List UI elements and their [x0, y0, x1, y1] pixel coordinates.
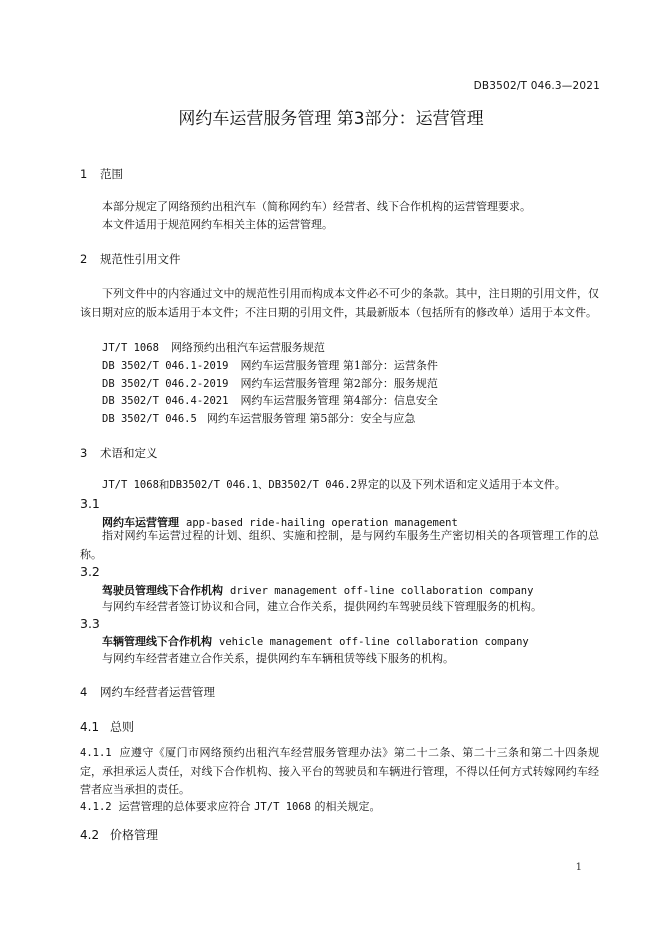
term-name	[102, 582, 533, 598]
term-name-en: vehicle management off-line collaboration company	[219, 636, 529, 648]
section-4-heading	[80, 684, 215, 700]
reference-code: DB 3502/T 046.1-2019	[102, 360, 229, 372]
subsection-4-1-heading	[80, 718, 134, 735]
term-definition: 与网约车经营者建立合作关系，提供网约车车辆租赁等线下服务的机构。	[102, 652, 454, 665]
clause-text: 应遵守《厦门市网络预约出租汽车经营服务管理办法》第二十二条、第二十三条和第二十四条规定，承担承运人责任，对线下合作机构、接入平台的驾驶员和车辆进行管理，不得以任何方式转嫁网约车经营者应当承担的责任。	[80, 746, 600, 796]
clause-4-1-1	[80, 744, 599, 800]
subsection-number: 4.2	[80, 828, 100, 842]
term-name-cn: 车辆管理线下合作机构	[102, 635, 212, 648]
term-name-en: driver management off-line collaboration company	[230, 585, 534, 597]
section-title: 术语和定义	[100, 446, 158, 460]
reference-title: 网约车运营服务管理 第4部分：信息安全	[240, 394, 438, 407]
reference-item	[102, 339, 325, 355]
standard-code: DB3502/T 046.3—2021	[473, 80, 600, 92]
reference-code: JT/T 1068	[102, 342, 159, 354]
subsection-title: 总则	[110, 720, 135, 734]
clause-4-1-2	[80, 798, 381, 816]
reference-title: 网约车运营服务管理 第2部分：服务规范	[240, 377, 438, 390]
section-3-heading	[80, 445, 158, 461]
section-title: 范围	[100, 167, 123, 181]
subsection-4-2-heading	[80, 826, 158, 843]
intro-codes: JT/T 1068和DB3502/T 046.1、DB3502/T 046.2	[102, 479, 357, 491]
paragraph: 本部分规定了网络预约出租汽车（简称网约车）经营者、线下合作机构的运营管理要求。	[102, 200, 531, 213]
document-title: 网约车运营服务管理 第3部分：运营管理	[178, 109, 484, 129]
reference-item	[102, 357, 438, 373]
section-title: 规范性引用文件	[100, 252, 181, 266]
term-name-cn: 驾驶员管理线下合作机构	[102, 584, 223, 597]
intro-text: 界定的以及下列术语和定义适用于本文件。	[356, 478, 566, 491]
section-2-heading	[80, 251, 181, 267]
paragraph: 下列文件中的内容通过文中的规范性引用而构成本文件必不可少的条款。其中，注日期的引用文件，仅该日期对应的版本适用于本文件；不注日期的引用文件，其最新版本（包括所有的修改单）适用于本文件。	[80, 287, 599, 319]
paragraph: 本文件适用于规范网约车相关主体的运营管理。	[102, 218, 333, 231]
term-name-en: app-based ride-hailing operation management	[186, 517, 458, 529]
section-1-heading	[80, 166, 123, 182]
subsection-title: 价格管理	[110, 828, 159, 842]
page-number: 1	[575, 862, 582, 873]
clause-text-end: 的相关规定。	[314, 800, 381, 813]
clause-number: 4.1.1	[80, 747, 112, 759]
reference-item	[102, 375, 438, 391]
section-number: 1	[80, 167, 88, 181]
clause-number: 4.1.2	[80, 801, 112, 813]
paragraph	[102, 476, 566, 494]
term-name-cn: 网约车运营管理	[102, 516, 179, 529]
reference-code: DB 3502/T 046.5	[102, 413, 197, 425]
term-number: 3.3	[80, 616, 100, 631]
reference-item	[102, 410, 415, 426]
reference-title: 网络预约出租汽车运营服务规范	[170, 341, 325, 354]
clause-code: JT/T 1068	[254, 801, 312, 813]
term-number: 3.2	[80, 564, 100, 579]
term-definition: 指对网约车运营过程的计划、组织、实施和控制，是与网约车服务生产密切相关的各项管理工作的总称。	[80, 529, 599, 561]
term-definition: 与网约车经营者签订协议和合同，建立合作关系，提供网约车驾驶员线下管理服务的机构。	[102, 600, 542, 613]
reference-item	[102, 392, 438, 408]
section-number: 4	[80, 685, 88, 699]
subsection-number: 4.1	[80, 720, 100, 734]
section-number: 3	[80, 446, 88, 460]
clause-text: 运营管理的总体要求应符合	[118, 800, 251, 813]
term-number: 3.1	[80, 496, 100, 511]
section-title: 网约车经营者运营管理	[100, 685, 215, 699]
reference-code: DB 3502/T 046.4-2021	[102, 395, 229, 407]
term-name	[102, 633, 529, 649]
reference-title: 网约车运营服务管理 第5部分：安全与应急	[206, 412, 416, 425]
section-number: 2	[80, 252, 88, 266]
reference-code: DB 3502/T 046.2-2019	[102, 378, 229, 390]
reference-title: 网约车运营服务管理 第1部分：运营条件	[240, 359, 438, 372]
